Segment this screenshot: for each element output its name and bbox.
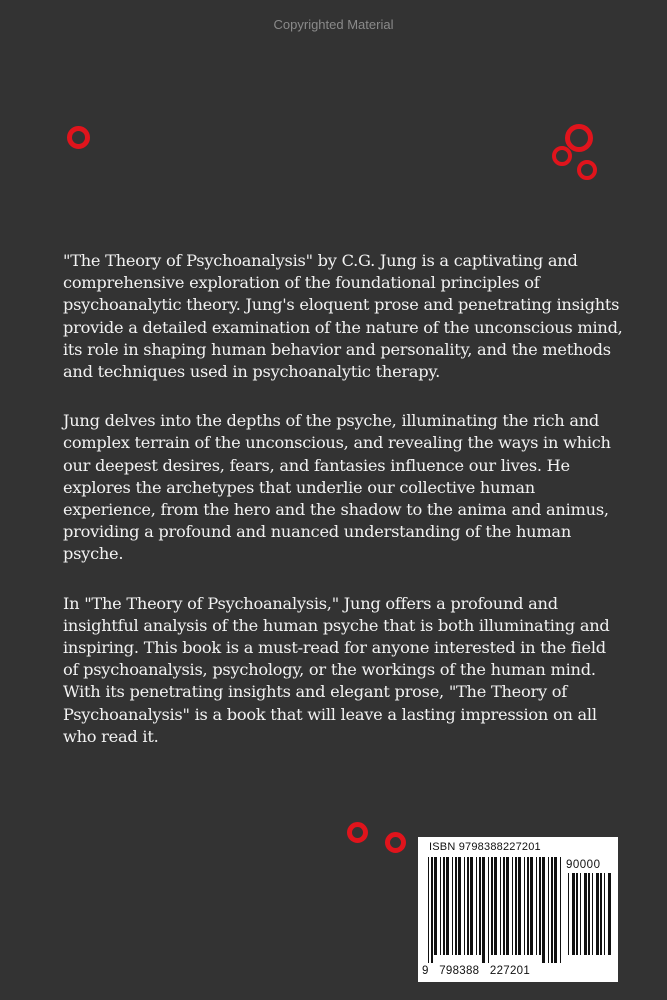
barcode-bar	[560, 857, 561, 963]
barcode-bar	[600, 873, 602, 955]
barcode-bar	[530, 857, 533, 955]
barcode-bar	[515, 857, 517, 955]
barcode-bar	[491, 857, 493, 955]
barcode-bar	[470, 857, 473, 955]
red-ring-icon	[347, 822, 368, 843]
barcode-addon-bars	[568, 873, 612, 963]
blurb-paragraph: "The Theory of Psychoanalysis" by C.G. Jung is a captivating and comprehensive exploration of the foundational principles of psychoanalytic theory. Jung's eloquent prose and penetrating insights provide a detailed examination of the nature of the unconscious mind, its role in shaping human behavior and personality, and the methods and techniques used in psychoanalytic therapy.	[63, 251, 623, 382]
barcode-bar	[482, 857, 485, 963]
isbn-barcode	[418, 837, 618, 982]
barcode-bar	[428, 857, 429, 963]
barcode-bar	[536, 857, 537, 955]
barcode-bar	[584, 873, 587, 955]
blurb-paragraph: Jung delves into the depths of the psyche, illuminating the rich and complex terrain of the unconscious, and revealing the ways in which our deepest desires, fears, and fantasies influence our lives. He explores the archetypes that underlie our collective human experience, from the hero and the shadow to the anima and animus, providing a profound and nuanced understanding of the human psyche.	[63, 411, 611, 564]
barcode-bar	[576, 873, 578, 955]
barcode-bar	[476, 857, 477, 955]
barcode-bar	[455, 857, 457, 955]
barcode-bar	[467, 857, 469, 955]
barcode-bar	[464, 857, 465, 955]
barcode-bar	[554, 857, 557, 963]
barcode-bar	[488, 857, 489, 963]
back-cover-blurb	[63, 250, 623, 775]
barcode-bar	[596, 873, 599, 955]
barcode-digits	[422, 965, 530, 977]
red-ring-icon	[565, 124, 593, 152]
barcode-bar	[524, 857, 525, 955]
barcode-bar	[542, 857, 545, 963]
red-ring-icon	[577, 160, 597, 180]
barcode-bar	[458, 857, 461, 955]
barcode-digit-first: 9	[422, 965, 429, 977]
barcode-bar	[604, 873, 605, 955]
barcode-bar	[592, 873, 593, 955]
barcode-bar	[580, 873, 581, 955]
price-code: 90000	[566, 859, 601, 871]
barcode-bar	[572, 873, 575, 955]
barcode-bar	[539, 857, 541, 955]
barcode-bar	[551, 857, 553, 963]
barcode-bar	[434, 857, 437, 955]
barcode-bar	[443, 857, 445, 955]
barcode-bar	[479, 857, 481, 955]
barcode-bar	[527, 857, 529, 955]
red-ring-icon	[552, 146, 572, 166]
barcode-bar	[440, 857, 441, 955]
isbn-label: ISBN 9798388227201	[429, 841, 541, 853]
barcode-bar	[588, 873, 590, 955]
blurb-paragraph: In "The Theory of Psychoanalysis," Jung offers a profound and insightful analysis of the human psyche that is both illuminating and inspiring. This book is a must-read for anyone interested in the field of psychoanalysis, psychology, or the workings of the human mind. With its penetrating insights and elegant prose, "The Theory of Psychoanalysis" is a book that will leave a lasting impression on all who read it.	[63, 593, 610, 746]
red-ring-icon	[67, 126, 90, 149]
red-ring-icon	[385, 832, 406, 853]
barcode-bar	[503, 857, 505, 955]
barcode-bar	[518, 857, 521, 955]
barcode-bar	[548, 857, 549, 963]
barcode-bar	[568, 873, 569, 955]
barcode-bar	[608, 873, 611, 955]
copyright-watermark: Copyrighted Material	[273, 17, 394, 32]
barcode-digits-right: 227201	[489, 965, 531, 977]
barcode-bar	[506, 857, 509, 955]
barcode-bar	[500, 857, 501, 955]
barcode-bar	[431, 857, 433, 963]
barcode-bar	[494, 857, 497, 955]
barcode-bars	[428, 857, 562, 963]
barcode-bar	[512, 857, 513, 955]
barcode-digits-left: 798388	[439, 965, 480, 977]
barcode-bar	[452, 857, 453, 955]
barcode-bar	[446, 857, 449, 955]
